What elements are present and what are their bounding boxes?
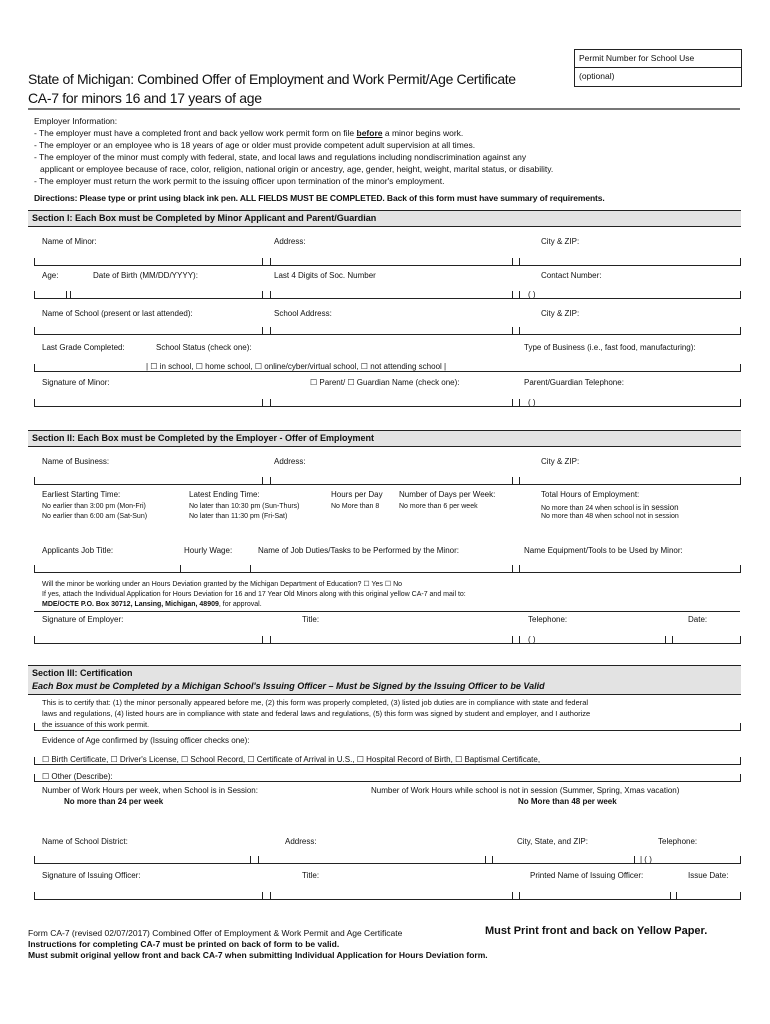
section3-subtitle: Each Box must be Completed by a Michigan School's Issuing Officer – Must be Signed by the Issuing Officer to be Valid [32,681,545,691]
must-print-notice: Must Print front and back on Yellow Paper. [485,925,708,937]
deviation-question[interactable]: Will the minor be working under an Hours Deviation granted by the Michigan Department of Education? ☐ Yes ☐ No [42,581,403,588]
submit-notice: Must submit original yellow front and back CA-7 when submitting Individual Application for Hours Deviation form. [28,950,488,960]
other-evidence[interactable]: ☐ Other (Describe): [42,772,113,781]
days-week-label: Number of Days per Week: [399,490,496,499]
printed-name-label: Printed Name of Issuing Officer: [530,871,644,880]
hours-not-session-value: No More than 48 per week [518,797,617,806]
grade-status-field[interactable] [34,371,740,372]
latest-end-weekend: No later than 11:30 pm (Fri-Sat) [189,513,288,520]
contact-paren: ( ) [528,290,536,299]
employer-info-line4: applicant or employee because of race, color, religion, national origin or ancestry, age, gender, height, weight, marital status, or disability. [40,164,554,174]
school-city-zip-label: City & ZIP: [541,309,580,318]
employer-info-line5: - The employer must return the work permit to the issuing officer upon termination of the minor's employment. [34,176,445,186]
business-field[interactable] [34,484,740,485]
district-phone-paren: | ( ) [640,855,652,864]
deviation-attach: If yes, attach the Individual Application for Hours Deviation for 16 and 17 Year Old Minors along with this original yellow CA-7 and mail to: [42,591,466,598]
district-address-label: Address: [285,837,317,846]
parent-phone-paren: ( ) [528,398,536,407]
hourly-wage-label: Hourly Wage: [184,546,233,555]
directions: Directions: Please type or print using black ink pen. ALL FIELDS MUST BE COMPLETED. Back of this form must have summary of requirements. [34,193,605,203]
hours-day-limit: No More than 8 [331,503,380,510]
ssn-label: Last 4 Digits of Soc. Number [274,271,376,280]
employer-info-line2: - The employer or an employee who is 18 years of age or older must provide competent adult supervision at all times. [34,140,476,150]
certification-line1: This is to certify that: (1) the minor personally appeared before me, (2) this form was properly completed, (3) listed job duties are in compliance with state and federal [42,698,589,707]
certification-line3: the issuance of this work permit. [42,720,150,729]
hours-in-session-value: No more than 24 per week [64,797,164,806]
issue-date-label: Issue Date: [688,871,729,880]
form-identifier: Form CA-7 (revised 02/07/2017) Combined Offer of Employment & Work Permit and Age Certificate [28,928,403,938]
form-subtitle: CA-7 for minors 16 and 17 years of age [28,90,262,106]
section1-title: Section I: Each Box must be Completed by Minor Applicant and Parent/Guardian [32,213,377,223]
employer-phone-paren: ( ) [528,635,536,644]
dob-label: Date of Birth (MM/DD/YYYY): [93,271,198,280]
officer-title-label: Title: [302,871,320,880]
last-grade-label: Last Grade Completed: [42,343,125,352]
total-hours-label: Total Hours of Employment: [541,490,640,499]
permit-optional-label: (optional) [579,71,615,81]
earliest-start-label: Earliest Starting Time: [42,490,121,499]
contact-number-label: Contact Number: [541,271,602,280]
school-status-label: School Status (check one): [156,343,252,352]
hours-in-session-label: Number of Work Hours per week, when School is in Session: [42,786,258,795]
deviation-rule [34,611,740,612]
age-label: Age: [42,271,59,280]
employer-info-line3: - The employer of the minor must comply with federal, state, and local laws and regulations including nondiscrimination against any [34,152,527,162]
certification-rule [34,730,740,731]
school-district-label: Name of School District: [42,837,128,846]
business-city-zip-label: City & ZIP: [541,457,580,466]
evidence-label: Evidence of Age confirmed by (Issuing officer checks one): [42,736,250,745]
employer-title-label: Title: [302,615,320,624]
district-city-label: City, State, and ZIP: [517,837,588,846]
school-address-label: School Address: [274,309,332,318]
job-duties-label: Name of Job Duties/Tasks to be Performed by the Minor: [258,546,459,555]
signature-minor-label: Signature of Minor: [42,378,110,387]
school-name-label: Name of School (present or last attended): [42,309,193,318]
section3-title: Section III: Certification [32,668,133,678]
age-dob-field[interactable] [34,298,740,299]
earliest-start-weekday: No earlier than 3:00 pm (Mon-Fri) [42,503,146,510]
earliest-start-weekend: No earlier than 6:00 am (Sat-Sun) [42,513,148,520]
school-status-options[interactable]: | ☐ in school, ☐ home school, ☐ online/cyber/virtual school, ☐ not attending school | [146,362,447,371]
minor-city-zip-label: City & ZIP: [541,237,580,246]
certification-line2: laws and regulations, (4) listed hours are in compliance with state and federal laws and regulations, (5) this form was signed by student and employer, and I authorize [42,709,591,718]
name-of-minor-label: Name of Minor: [42,237,97,246]
business-address-label: Address: [274,457,306,466]
days-week-limit: No more than 6 per week [399,503,478,510]
parent-guardian-label[interactable]: ☐ Parent/ ☐ Guardian Name (check one): [310,378,460,387]
other-evidence-field[interactable] [34,781,740,782]
section2-title: Section II: Each Box must be Completed by the Employer - Offer of Employment [32,433,375,443]
header-rule [28,108,740,110]
evidence-rule [34,764,740,765]
mail-address: MDE/OCTE P.O. Box 30712, Lansing, Michigan, 48909, for approval. [42,601,262,608]
form-title: State of Michigan: Combined Offer of Employment and Work Permit/Age Certificate [28,71,516,87]
employer-date-label: Date: [688,615,708,624]
parent-phone-label: Parent/Guardian Telephone: [524,378,624,387]
signature-minor-field[interactable] [34,406,740,407]
instructions-notice: Instructions for completing CA-7 must be printed on back of form to be valid. [28,939,340,949]
employer-signature-field[interactable] [34,643,740,644]
minor-address-label: Address: [274,237,306,246]
employer-info-heading: Employer Information: [34,116,118,126]
hours-day-label: Hours per Day [331,490,383,499]
employer-telephone-label: Telephone: [528,615,568,624]
school-field[interactable] [34,334,740,335]
employer-info-line1: - The employer must have a completed front and back yellow work permit form on file before a minor begins work. [34,128,464,138]
evidence-options[interactable]: ☐ Birth Certificate, ☐ Driver's License, ☐ School Record, ☐ Certificate of Arrival in U.S., ☐ Hospital Record of Birth, ☐ Baptismal Certificate, [42,755,541,764]
permit-number-label: Permit Number for School Use [579,53,695,63]
business-name-label: Name of Business: [42,457,110,466]
job-field[interactable] [34,572,740,573]
permit-number-box[interactable] [574,49,742,87]
total-hours-not-session: No more than 48 when school not in session [541,513,679,520]
latest-end-label: Latest Ending Time: [189,490,260,499]
equipment-label: Name Equipment/Tools to be Used by Minor: [524,546,683,555]
job-title-label: Applicants Job Title: [42,546,114,555]
total-hours-in-session: No more than 24 when school is in session [541,503,679,512]
minor-name-field[interactable] [34,265,740,266]
hours-not-session-label: Number of Work Hours while school is not in session (Summer, Spring, Xmas vacation) [371,786,680,795]
latest-end-weekday: No later than 10:30 pm (Sun-Thurs) [189,503,300,510]
signature-officer-label: Signature of Issuing Officer: [42,871,141,880]
signature-employer-label: Signature of Employer: [42,615,124,624]
type-business-label: Type of Business (i.e., fast food, manufacturing): [524,343,696,352]
district-telephone-label: Telephone: [658,837,698,846]
officer-signature-field[interactable] [34,899,740,900]
